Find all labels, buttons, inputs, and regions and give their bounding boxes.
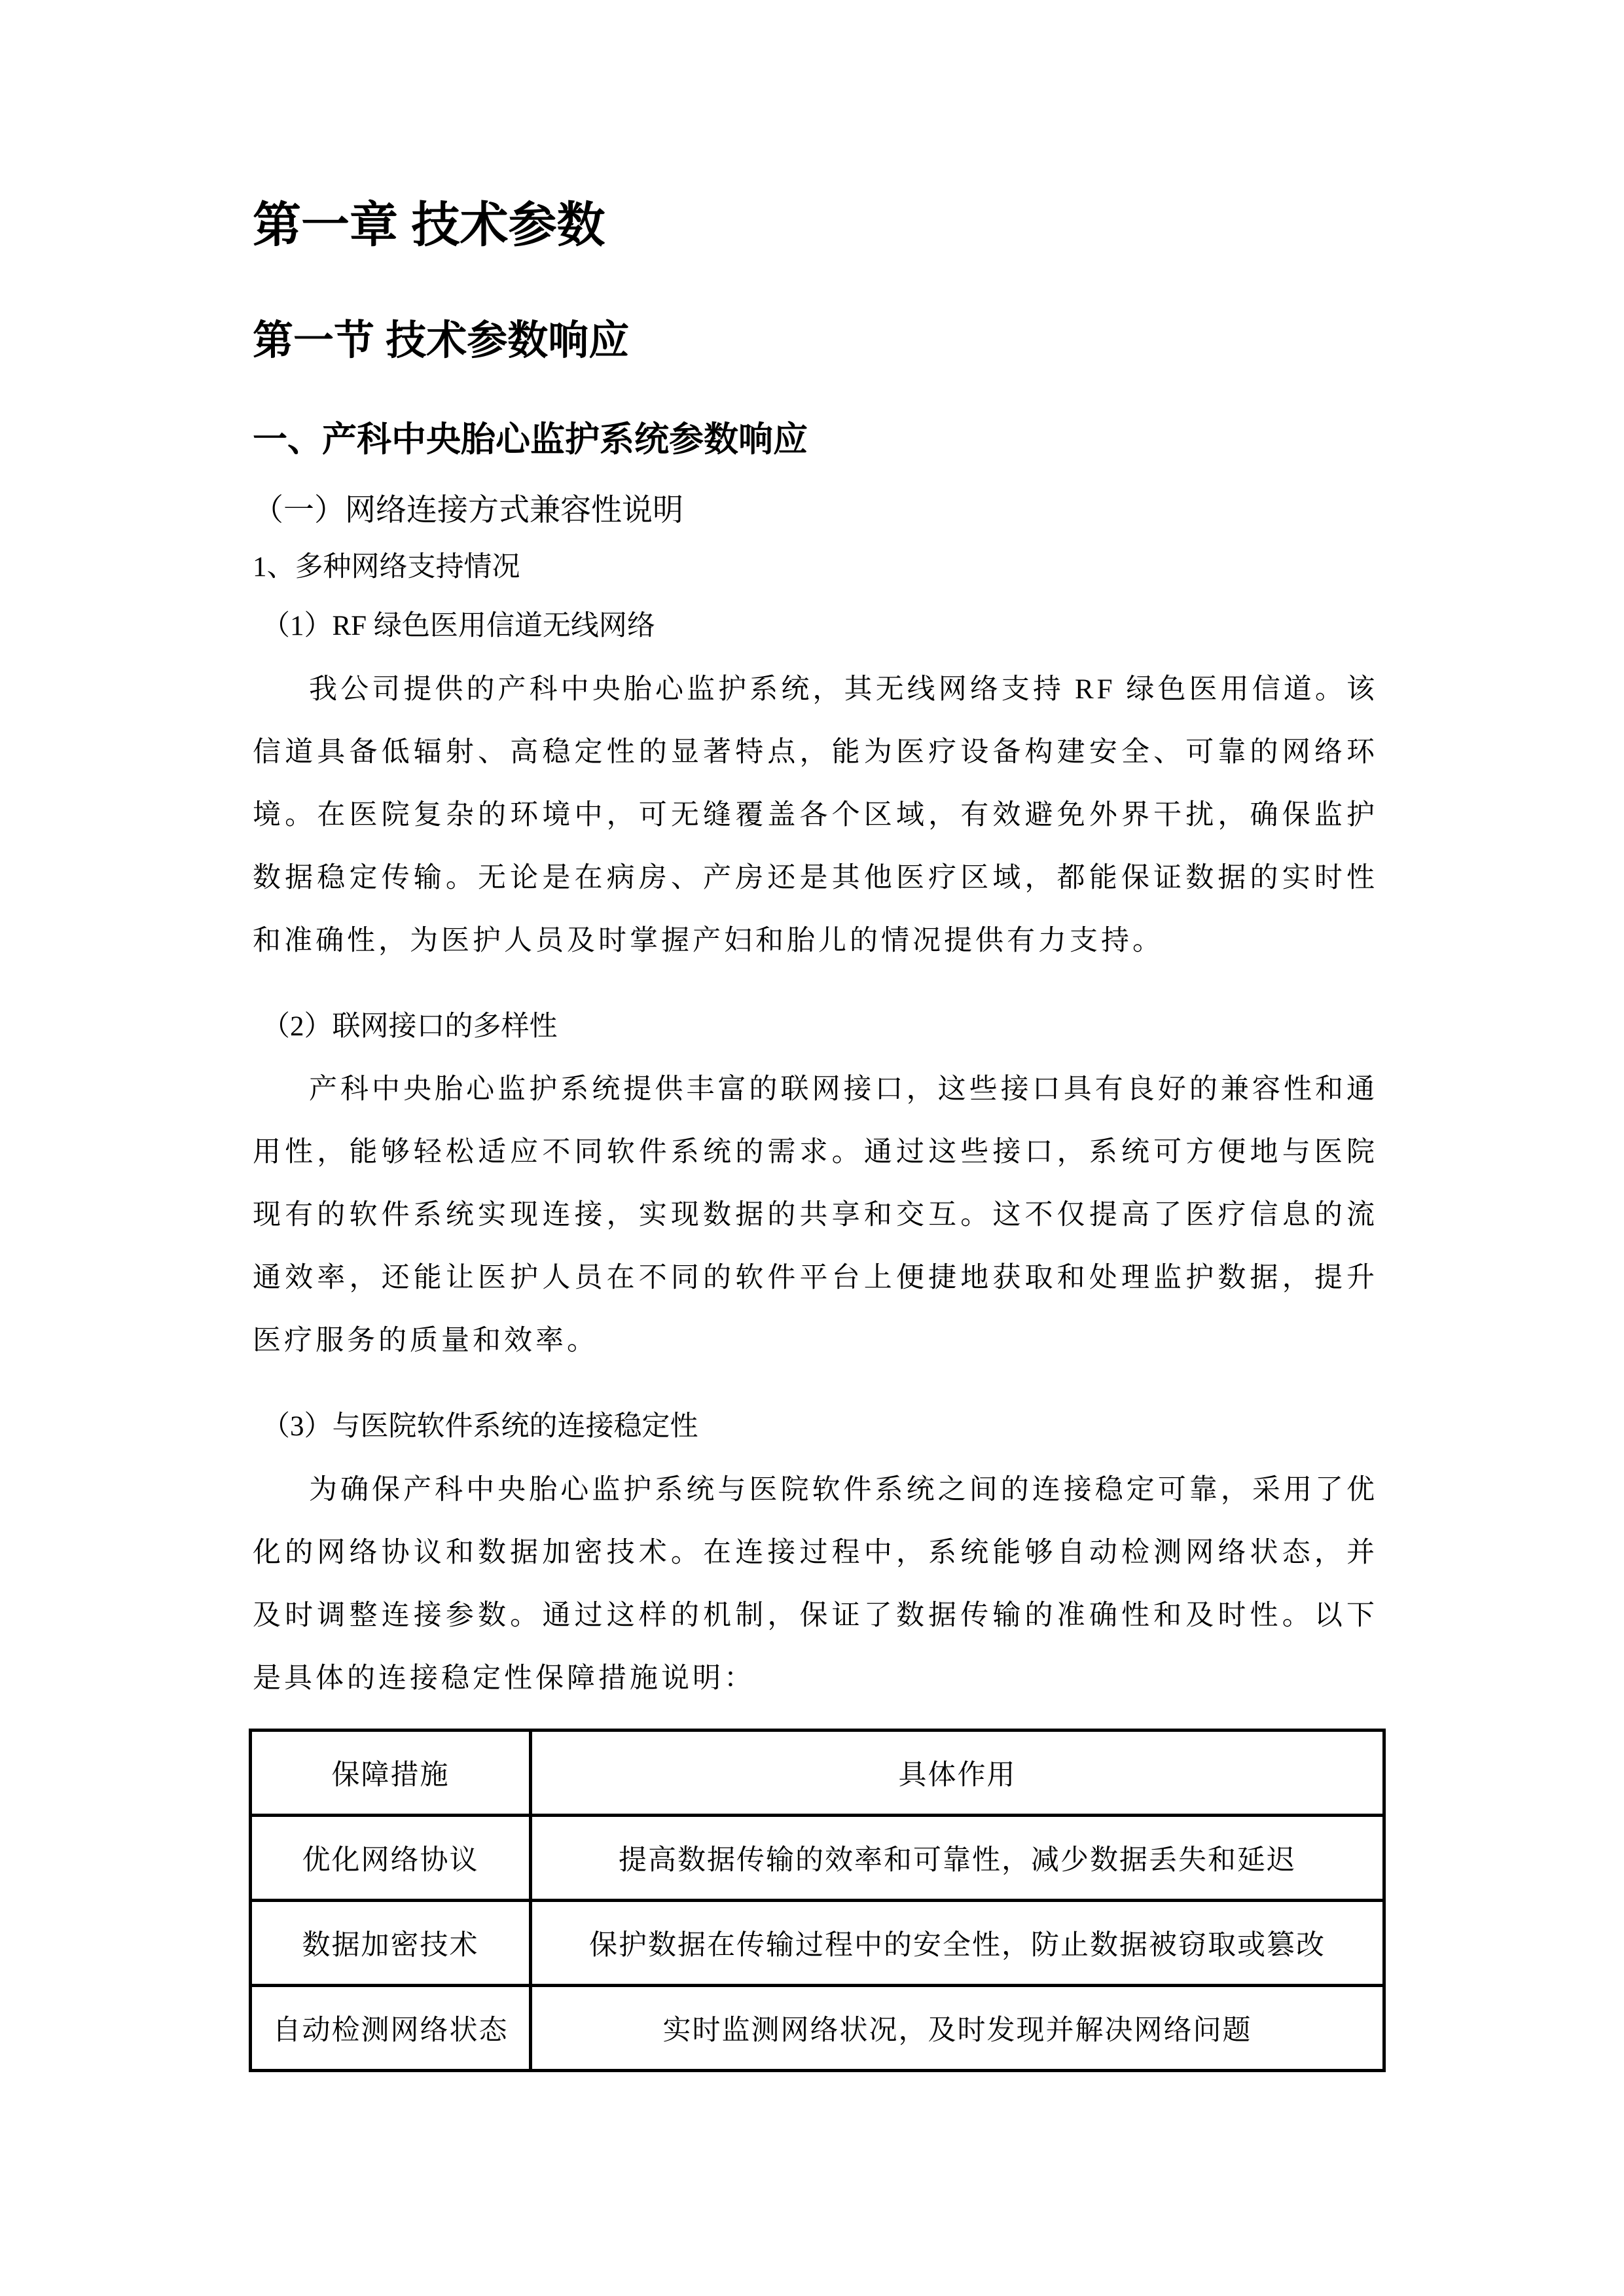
- table-header-measure: 保障措施: [251, 1731, 531, 1816]
- table-cell-effect: 保护数据在传输过程中的安全性，防止数据被窃取或篡改: [531, 1901, 1384, 1986]
- clause-heading: （一）网络连接方式兼容性说明: [253, 493, 683, 528]
- table-header-row: [251, 1731, 1384, 1816]
- chapter-heading: 第一章 技术参数: [253, 198, 605, 252]
- table-cell-effect: 提高数据传输的效率和可靠性，减少数据丢失和延迟: [531, 1816, 1384, 1901]
- table-header-effect: 具体作用: [531, 1731, 1384, 1816]
- table-cell-measure: 数据加密技术: [251, 1901, 531, 1986]
- paragraph-interfaces: 产科中央胎心监护系统提供丰富的联网接口，这些接口具有良好的兼容性和通用性，能够轻松适应不同软件系统的需求。通过这些接口，系统可方便地与医院现有的软件系统实现连接，实现数据的共享和交互。这不仅提高了医疗信息的流通效率，还能让医护人员在不同的软件平台上便捷地获取和处理监护数据，提升医疗服务的质量和效率。: [253, 1074, 1378, 1357]
- table-cell-measure: 优化网络协议: [251, 1816, 531, 1901]
- table-row: [251, 1901, 1384, 1986]
- table-row: [251, 1816, 1384, 1901]
- table-row: [251, 1986, 1384, 2071]
- subsection-heading: 一、产科中央胎心监护系统参数响应: [253, 420, 808, 459]
- paragraph-rf-channel: 我公司提供的产科中央胎心监护系统，其无线网络支持 RF 绿色医用信道。该信道具备低辐射、高稳定性的显著特点，能为医疗设备构建安全、可靠的网络环境。在医院复杂的环境中，可无缝覆盖各个区域，有效避免外界干扰，确保监护数据稳定传输。无论是在病房、产房还是其他医疗区域，都能保证数据的实时性和准确性，为医护人员及时掌握产妇和胎儿的情况提供有力支持。: [253, 673, 1378, 956]
- point-2-heading: （2）联网接口的多样性: [262, 1011, 558, 1042]
- table-cell-effect: 实时监测网络状况，及时发现并解决网络问题: [531, 1986, 1384, 2071]
- point-1-heading: （1）RF 绿色医用信道无线网络: [262, 610, 655, 641]
- sub-clause-heading: 1、多种网络支持情况: [253, 552, 520, 583]
- guarantee-measures-table: [249, 1729, 1386, 2072]
- section-heading: 第一节 技术参数响应: [253, 317, 630, 363]
- point-3-heading: （3）与医院软件系统的连接稳定性: [262, 1411, 698, 1443]
- paragraph-connection-stability: 为确保产科中央胎心监护系统与医院软件系统之间的连接稳定可靠，采用了优化的网络协议和数据加密技术。在连接过程中，系统能够自动检测网络状态，并及时调整连接参数。通过这样的机制，保证了数据传输的准确性和及时性。以下是具体的连接稳定性保障措施说明：: [253, 1475, 1378, 1695]
- table-cell-measure: 自动检测网络状态: [251, 1986, 531, 2071]
